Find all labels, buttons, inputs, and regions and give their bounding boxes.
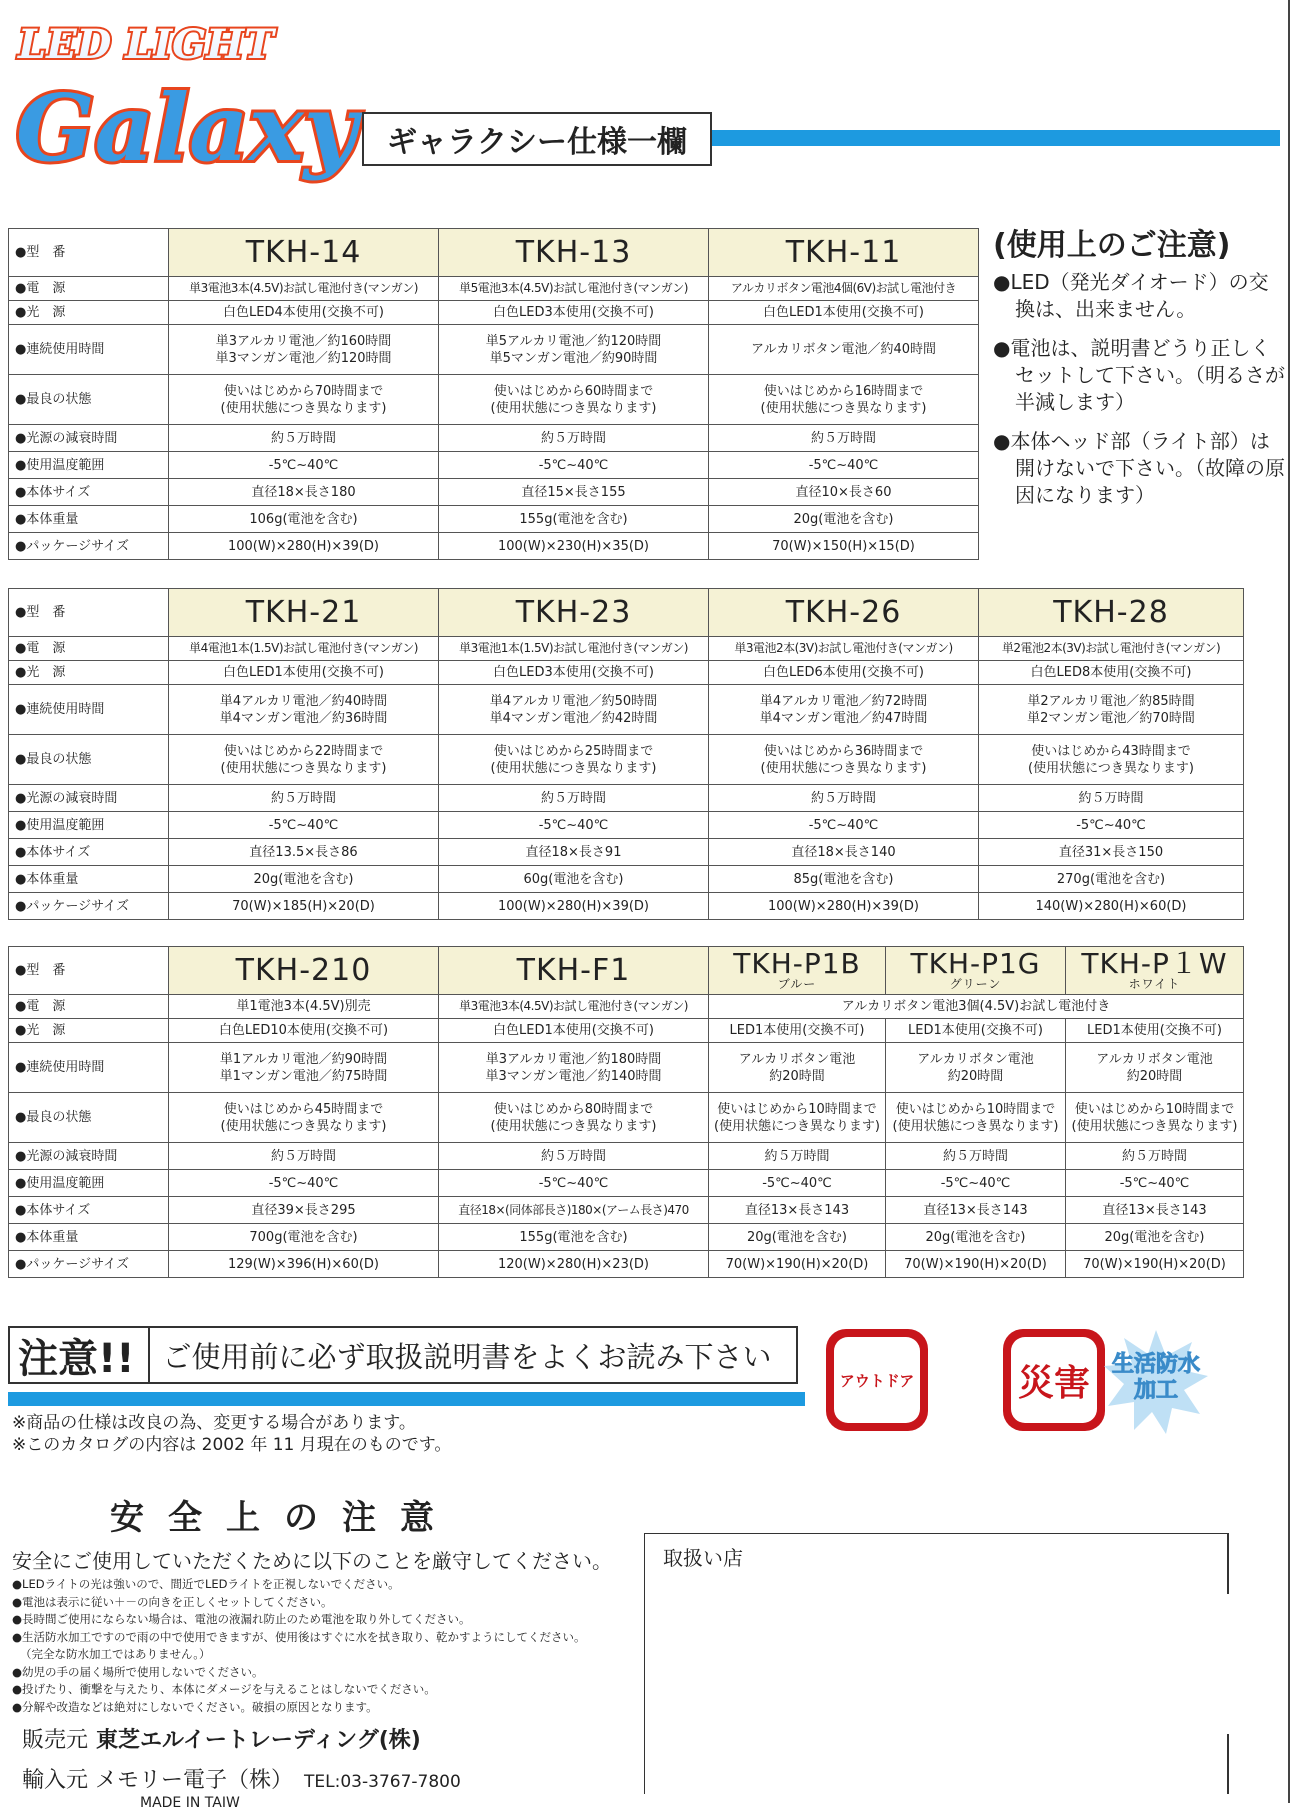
size-cell: 直径18×長さ140: [709, 839, 979, 866]
weight-cell: 20g(電池を含む): [169, 866, 439, 893]
notes-title: (使用上のご注意): [993, 228, 1231, 263]
cell-line-2: 約20時間: [947, 1068, 1004, 1084]
safety-item: ●投げたり、衝撃を与えたり、本体にダメージを与えることはしないでください。: [12, 1682, 436, 1696]
row-label-size: ●本体サイズ: [9, 839, 169, 866]
row-usage: [9, 325, 979, 375]
decay-cell: 約５万時間: [1066, 1143, 1244, 1170]
power-cell: 単1電池3本(4.5V)別売: [169, 995, 439, 1019]
row-light: [9, 1019, 1244, 1043]
cell-line-1: 単3アルカリ電池／約160時間: [215, 333, 392, 349]
cell-line-1: 使いはじめから16時間まで: [763, 383, 924, 399]
row-label-power: ●電 源: [9, 277, 169, 301]
light-cell: 白色LED3本使用(交換不可): [439, 301, 709, 325]
dealer-box: [644, 1533, 1229, 1794]
shared-power-cell: アルカリボタン電池3個(4.5V)お試し電池付き: [709, 995, 1244, 1019]
temp-cell: -5℃~40℃: [169, 1170, 439, 1197]
cell-line-1: 単5アルカリ電池／約120時間: [485, 333, 662, 349]
weight-cell: 270g(電池を含む): [979, 866, 1244, 893]
cell-line-2: (使用状態につき異なります): [220, 760, 387, 776]
decay-cell: 約５万時間: [169, 425, 439, 452]
power-cell: 単3電池3本(4.5V)お試し電池付き(マンガン): [169, 277, 439, 301]
temp-cell: -5℃~40℃: [169, 452, 439, 479]
usage-cell: アルカリボタン電池／約40時間: [709, 325, 979, 375]
best-cell: [439, 375, 709, 425]
cell-line-1: 使いはじめから36時間まで: [763, 743, 924, 759]
row-label-power: ●電 源: [9, 995, 169, 1019]
size-cell: 直径13.5×長さ86: [169, 839, 439, 866]
remark-line: ※商品の仕様は改良の為、変更する場合があります。: [12, 1413, 416, 1433]
row-label-decay: ●光源の減衰時間: [9, 1143, 169, 1170]
weight-cell: 20g(電池を含む): [709, 1224, 886, 1251]
row-label-model: ●型 番: [9, 229, 169, 277]
row-label-size: ●本体サイズ: [9, 479, 169, 506]
model-name-cell: [1066, 947, 1244, 995]
remark-line: ※このカタログの内容は 2002 年 11 月現在のものです。: [12, 1435, 452, 1455]
light-cell: 白色LED6本使用(交換不可): [709, 661, 979, 685]
decay-cell: 約５万時間: [169, 785, 439, 812]
safety-item: ●分解や改造などは絶対にしないでください。破損の原因となります。: [12, 1699, 378, 1714]
cell-line-1: 使いはじめから10時間まで: [1074, 1101, 1235, 1117]
best-cell: [169, 375, 439, 425]
power-cell: 単5電池3本(4.5V)お試し電池付き(マンガン): [439, 277, 709, 301]
decay-cell: 約５万時間: [709, 425, 979, 452]
model-name-cell: TKH-23: [439, 589, 709, 637]
note-item: ●本体ヘッド部（ライト部）は開けないで下さい。（故障の原因になります）: [993, 429, 1285, 507]
usage-cell: [709, 1043, 886, 1093]
cell-line-1: 単2アルカリ電池／約85時間: [1027, 693, 1195, 709]
best-cell: [886, 1093, 1066, 1143]
seller-label: 販売元: [22, 1728, 89, 1753]
model-name-cell: TKH-210: [169, 947, 439, 995]
importer-tel: TEL:03-3767-7800: [304, 1772, 461, 1792]
row-power: [9, 995, 1244, 1019]
row-label-temp: ●使用温度範囲: [9, 1170, 169, 1197]
cell-line-1: 単4アルカリ電池／約50時間: [489, 693, 658, 709]
row-label-decay: ●光源の減衰時間: [9, 425, 169, 452]
package-cell: 120(W)×280(H)×23(D): [439, 1251, 709, 1278]
cell-line-1: 使いはじめから60時間まで: [493, 383, 654, 399]
cell-line-2: 単1マンガン電池／約75時間: [219, 1068, 388, 1084]
row-package: [9, 533, 979, 560]
cell-line-1: 単3アルカリ電池／約180時間: [485, 1051, 662, 1067]
row-label-usage: ●連続使用時間: [9, 1043, 169, 1093]
light-cell: 白色LED10本使用(交換不可): [169, 1019, 439, 1043]
row-label-model: ●型 番: [9, 947, 169, 995]
weight-cell: 700g(電池を含む): [169, 1224, 439, 1251]
temp-cell: -5℃~40℃: [439, 812, 709, 839]
light-cell: LED1本使用(交換不可): [709, 1019, 886, 1043]
caution-banner: [8, 1326, 798, 1384]
cell-line-2: (使用状態につき異なります): [220, 400, 387, 416]
cell-line-1: 使いはじめから45時間まで: [223, 1101, 384, 1117]
cell-line-2: (使用状態につき異なります): [714, 1118, 880, 1134]
row-best: [9, 375, 979, 425]
caution-text: ご使用前に必ず取扱説明書をよくお読み下さい: [162, 1339, 772, 1374]
row-best: [9, 735, 1244, 785]
power-cell: 単3電池2本(3V)お試し電池付き(マンガン): [709, 637, 979, 661]
light-cell: 白色LED1本使用(交換不可): [169, 661, 439, 685]
cell-line-1: 使いはじめから22時間まで: [223, 743, 384, 759]
row-package: [9, 1251, 1244, 1278]
safety-item: （完全な防水加工ではありません。）: [20, 1647, 211, 1661]
row-usage: [9, 685, 1244, 735]
power-cell: アルカリボタン電池4個(6V)お試し電池付き: [709, 277, 979, 301]
weight-cell: 106g(電池を含む): [169, 506, 439, 533]
row-temp: [9, 812, 1244, 839]
decay-cell: 約５万時間: [439, 1143, 709, 1170]
usage-cell: [886, 1043, 1066, 1093]
temp-cell: -5℃~40℃: [709, 1170, 886, 1197]
decay-cell: 約５万時間: [979, 785, 1244, 812]
safety-intro: 安全にご使用していただくために以下のことを厳守してください。: [12, 1549, 612, 1573]
decay-cell: 約５万時間: [439, 785, 709, 812]
weight-cell: 155g(電池を含む): [439, 506, 709, 533]
row-size: [9, 479, 979, 506]
cell-line-1: 使いはじめから10時間まで: [895, 1101, 1056, 1117]
row-size: [9, 1197, 1244, 1224]
row-label-light: ●光 源: [9, 661, 169, 685]
safety-item: ●幼児の手の届く場所で使用しないでください。: [12, 1664, 264, 1679]
row-weight: [9, 506, 979, 533]
waterproof-label: 生活防水 加工: [1111, 1352, 1200, 1403]
package-cell: 100(W)×230(H)×35(D): [439, 533, 709, 560]
model-name-cell: TKH-13: [439, 229, 709, 277]
model-name-cell: TKH-28: [979, 589, 1244, 637]
spec-table-2: [8, 588, 1244, 920]
row-light: [9, 661, 1244, 685]
page-title: ギャラクシー仕様一欄: [362, 112, 712, 166]
title-accent-bar: [705, 130, 1280, 146]
model-name-cell: [709, 947, 886, 995]
decay-cell: 約５万時間: [169, 1143, 439, 1170]
cell-line-1: 使いはじめから70時間まで: [223, 383, 384, 399]
best-cell: [439, 1093, 709, 1143]
cell-line-2: 単5マンガン電池／約90時間: [489, 350, 658, 366]
size-cell: 直径18×長さ180: [169, 479, 439, 506]
cell-line-2: 約20時間: [769, 1068, 825, 1084]
best-cell: [979, 735, 1244, 785]
row-label-best: ●最良の状態: [9, 375, 169, 425]
seller-name: 東芝エルイートレーディング(株): [96, 1728, 421, 1753]
safety-item: ●長時間ご使用にならない場合は、電池の液漏れ防止のため電池を取り外してください。: [12, 1612, 471, 1626]
light-cell: 白色LED1本使用(交換不可): [709, 301, 979, 325]
row-package: [9, 893, 1244, 920]
best-cell: [709, 375, 979, 425]
seller-line: [22, 1723, 421, 1754]
decay-cell: 約５万時間: [886, 1143, 1066, 1170]
temp-cell: -5℃~40℃: [1066, 1170, 1244, 1197]
safety-title: 安全上の注意: [110, 1498, 458, 1538]
weight-cell: 60g(電池を含む): [439, 866, 709, 893]
temp-cell: -5℃~40℃: [886, 1170, 1066, 1197]
temp-cell: -5℃~40℃: [979, 812, 1244, 839]
weight-cell: 85g(電池を含む): [709, 866, 979, 893]
row-label-light: ●光 源: [9, 1019, 169, 1043]
cell-line-2: (使用状態につき異なります): [760, 400, 927, 416]
spec-table-1: [8, 228, 979, 560]
package-cell: 100(W)×280(H)×39(D): [169, 533, 439, 560]
row-power: [9, 277, 979, 301]
temp-cell: -5℃~40℃: [439, 452, 709, 479]
model-name-cell: TKH-21: [169, 589, 439, 637]
light-cell: LED1本使用(交換不可): [1066, 1019, 1244, 1043]
weight-cell: 20g(電池を含む): [886, 1224, 1066, 1251]
row-label-best: ●最良の状態: [9, 735, 169, 785]
row-label-size: ●本体サイズ: [9, 1197, 169, 1224]
cell-line-1: アルカリボタン電池: [917, 1051, 1034, 1067]
cell-line-2: 単3マンガン電池／約140時間: [485, 1068, 662, 1084]
cell-line-1: 使いはじめから10時間まで: [717, 1101, 877, 1117]
package-cell: 70(W)×190(H)×20(D): [709, 1251, 886, 1278]
package-cell: 100(W)×280(H)×39(D): [709, 893, 979, 920]
package-cell: 70(W)×190(H)×20(D): [886, 1251, 1066, 1278]
usage-cell: [169, 325, 439, 375]
size-cell: 直径31×長さ150: [979, 839, 1244, 866]
power-cell: 単3電池3本(4.5V)お試し電池付き(マンガン): [439, 995, 709, 1019]
row-label-model: ●型 番: [9, 589, 169, 637]
safety-item: ●LEDライトの光は強いので、間近でLEDライトを正視しないでください。: [12, 1577, 400, 1591]
usage-notes: [985, 228, 1285, 521]
row-temp: [9, 1170, 1244, 1197]
model-name: TKH-P１W: [1081, 947, 1228, 980]
galaxy-logo: [8, 10, 368, 185]
importer-label: 輸入元: [22, 1768, 89, 1793]
cell-line-1: アルカリボタン電池: [738, 1051, 856, 1067]
row-label-usage: ●連続使用時間: [9, 325, 169, 375]
safety-item: ●生活防水加工ですので雨の中で使用できますが、使用後はすぐに水を拭き取り、乾かすようにしてください。: [12, 1629, 586, 1644]
cell-line-1: 単4アルカリ電池／約40時間: [219, 693, 388, 709]
cell-line-2: (使用状態につき異なります): [760, 760, 927, 776]
best-cell: [169, 1093, 439, 1143]
power-cell: 単4電池1本(1.5V)お試し電池付き(マンガン): [169, 637, 439, 661]
logo-line2: Galaxy: [16, 74, 358, 182]
usage-cell: [169, 685, 439, 735]
weight-cell: 20g(電池を含む): [1066, 1224, 1244, 1251]
temp-cell: -5℃~40℃: [709, 452, 979, 479]
cell-line-2: (使用状態につき異なります): [490, 760, 657, 776]
importer-name: メモリー電子（株）: [95, 1768, 294, 1793]
cell-line-2: 単3マンガン電池／約120時間: [215, 350, 392, 366]
model-name-cell: [886, 947, 1066, 995]
usage-cell: [169, 1043, 439, 1093]
cell-line-2: 単2マンガン電池／約70時間: [1027, 710, 1195, 726]
size-cell: 直径18×(同体部長さ)180×(アーム長さ)470: [439, 1197, 709, 1224]
model-name-cell: TKH-11: [709, 229, 979, 277]
row-model: [9, 589, 1244, 637]
row-decay: [9, 785, 1244, 812]
row-label-power: ●電 源: [9, 637, 169, 661]
cell-line-2: 単4マンガン電池／約42時間: [489, 710, 658, 726]
row-usage: [9, 1043, 1244, 1093]
weight-cell: 155g(電池を含む): [439, 1224, 709, 1251]
row-size: [9, 839, 1244, 866]
model-name: TKH-P1G: [910, 947, 1041, 980]
size-cell: 直径13×長さ143: [709, 1197, 886, 1224]
decay-cell: 約５万時間: [709, 785, 979, 812]
temp-cell: -5℃~40℃: [709, 812, 979, 839]
caution-label: 注意!!: [10, 1328, 150, 1382]
cell-line-1: 使いはじめから25時間まで: [493, 743, 654, 759]
package-cell: 140(W)×280(H)×60(D): [979, 893, 1244, 920]
decay-cell: 約５万時間: [439, 425, 709, 452]
row-temp: [9, 452, 979, 479]
model-name-cell: TKH-14: [169, 229, 439, 277]
row-label-decay: ●光源の減衰時間: [9, 785, 169, 812]
model-color: ホワイト: [1128, 977, 1181, 991]
row-label-light: ●光 源: [9, 301, 169, 325]
spec-table-3: [8, 946, 1244, 1278]
dealer-label: 取扱い店: [663, 1546, 743, 1570]
cell-line-1: 単4アルカリ電池／約72時間: [759, 693, 928, 709]
logo-line1: LED LIGHT: [18, 21, 274, 68]
best-cell: [709, 735, 979, 785]
light-cell: 白色LED8本使用(交換不可): [979, 661, 1244, 685]
row-label-best: ●最良の状態: [9, 1093, 169, 1143]
row-weight: [9, 1224, 1244, 1251]
model-name-cell: TKH-F1: [439, 947, 709, 995]
row-label-temp: ●使用温度範囲: [9, 812, 169, 839]
usage-cell: [439, 325, 709, 375]
row-model: [9, 947, 1244, 995]
row-light: [9, 301, 979, 325]
package-cell: 70(W)×190(H)×20(D): [1066, 1251, 1244, 1278]
cell-line-2: (使用状態につき異なります): [220, 1118, 387, 1134]
usage-cell: [439, 1043, 709, 1093]
safety-list: [12, 1576, 586, 1716]
model-color: グリーン: [949, 977, 1002, 991]
remarks: [12, 1412, 451, 1456]
package-cell: 70(W)×150(H)×15(D): [709, 533, 979, 560]
cell-line-2: 単4マンガン電池／約47時間: [759, 710, 928, 726]
row-label-package: ●パッケージサイズ: [9, 1251, 169, 1278]
best-cell: [439, 735, 709, 785]
usage-cell: [709, 685, 979, 735]
cell-line-2: (使用状態につき異なります): [490, 400, 657, 416]
cell-line-1: 使いはじめから43時間まで: [1031, 743, 1191, 759]
cell-line-1: アルカリボタン電池: [1096, 1051, 1213, 1067]
note-item: ●電池は、説明書どうり正しくセットして下さい。（明るさが半減します）: [993, 336, 1285, 414]
model-name-cell: TKH-26: [709, 589, 979, 637]
package-cell: 70(W)×185(H)×20(D): [169, 893, 439, 920]
importer-line: [22, 1763, 461, 1794]
size-cell: 直径15×長さ155: [439, 479, 709, 506]
made-in: MADE IN TAIW: [140, 1795, 240, 1811]
note-item: ●LED（発光ダイオード）の交換は、出来ません。: [993, 270, 1269, 321]
package-cell: 100(W)×280(H)×39(D): [439, 893, 709, 920]
cell-line-2: (使用状態につき異なります): [892, 1118, 1059, 1134]
size-cell: 直径18×長さ91: [439, 839, 709, 866]
caution-accent-bar: [8, 1392, 805, 1406]
size-cell: 直径39×長さ295: [169, 1197, 439, 1224]
usage-cell: [979, 685, 1244, 735]
light-cell: 白色LED3本使用(交換不可): [439, 661, 709, 685]
light-cell: LED1本使用(交換不可): [886, 1019, 1066, 1043]
power-cell: 単3電池1本(1.5V)お試し電池付き(マンガン): [439, 637, 709, 661]
best-cell: [1066, 1093, 1244, 1143]
row-label-usage: ●連続使用時間: [9, 685, 169, 735]
best-cell: [709, 1093, 886, 1143]
model-color: ブルー: [777, 977, 817, 991]
cell-line-2: (使用状態につき異なります): [1028, 760, 1194, 776]
disaster-icon: 災害: [1003, 1329, 1105, 1431]
row-label-package: ●パッケージサイズ: [9, 893, 169, 920]
package-cell: 129(W)×396(H)×60(D): [169, 1251, 439, 1278]
safety-item: ●電池は表示に従い＋－の向きを正しくセットしてください。: [12, 1594, 333, 1609]
size-cell: 直径13×長さ143: [886, 1197, 1066, 1224]
row-label-package: ●パッケージサイズ: [9, 533, 169, 560]
decay-cell: 約５万時間: [709, 1143, 886, 1170]
row-best: [9, 1093, 1244, 1143]
row-decay: [9, 1143, 1244, 1170]
row-power: [9, 637, 1244, 661]
cell-line-2: (使用状態につき異なります): [1071, 1118, 1238, 1134]
cell-line-2: (使用状態につき異なります): [490, 1118, 657, 1134]
model-name: TKH-P1B: [733, 947, 861, 980]
row-label-weight: ●本体重量: [9, 1224, 169, 1251]
light-cell: 白色LED4本使用(交換不可): [169, 301, 439, 325]
best-cell: [169, 735, 439, 785]
cell-line-1: 使いはじめから80時間まで: [493, 1101, 654, 1117]
temp-cell: -5℃~40℃: [169, 812, 439, 839]
page-border-line: [1288, 0, 1290, 1803]
size-cell: 直径13×長さ143: [1066, 1197, 1244, 1224]
outdoor-icon: アウトドア: [826, 1329, 928, 1431]
cell-line-1: 単1アルカリ電池／約90時間: [219, 1051, 388, 1067]
light-cell: 白色LED1本使用(交換不可): [439, 1019, 709, 1043]
temp-cell: -5℃~40℃: [439, 1170, 709, 1197]
row-decay: [9, 425, 979, 452]
row-weight: [9, 866, 1244, 893]
power-cell: 単2電池2本(3V)お試し電池付き(マンガン): [979, 637, 1244, 661]
row-model: [9, 229, 979, 277]
weight-cell: 20g(電池を含む): [709, 506, 979, 533]
row-label-weight: ●本体重量: [9, 506, 169, 533]
cell-line-2: 単4マンガン電池／約36時間: [219, 710, 388, 726]
cell-line-2: 約20時間: [1126, 1068, 1183, 1084]
usage-cell: [1066, 1043, 1244, 1093]
row-label-weight: ●本体重量: [9, 866, 169, 893]
size-cell: 直径10×長さ60: [709, 479, 979, 506]
usage-cell: [439, 685, 709, 735]
row-label-temp: ●使用温度範囲: [9, 452, 169, 479]
